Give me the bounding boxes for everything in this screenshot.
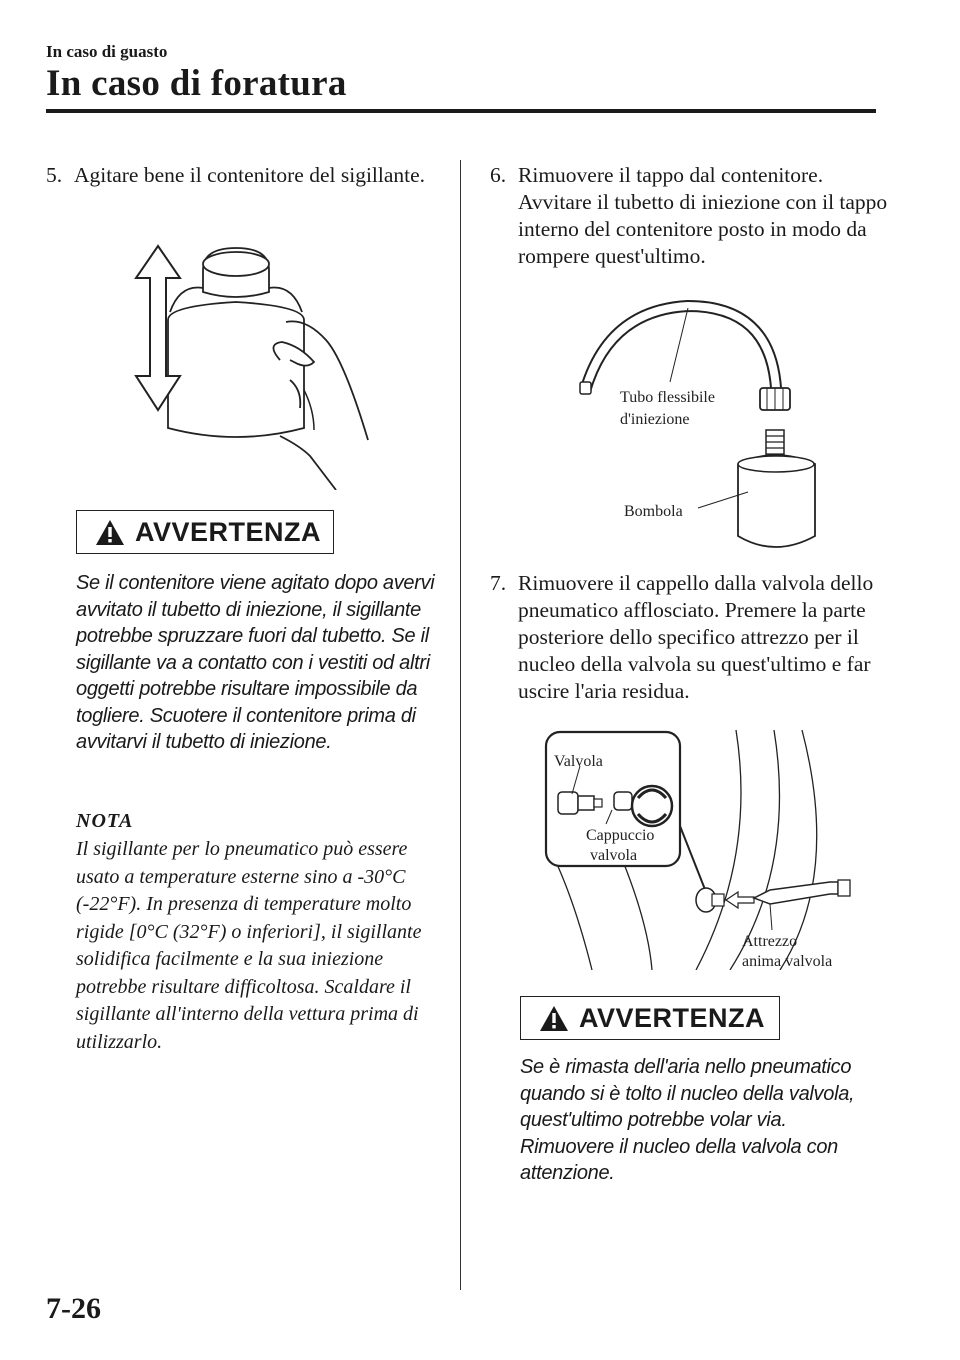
step-number: 5. [46,163,63,187]
hose-label-2: d'iniezione [620,411,690,428]
warning-label: AVVERTENZA [579,1002,766,1033]
page-title: In caso di foratura [46,63,347,104]
step-7 [490,570,890,705]
warning-text: Se il contenitore viene agitato dopo avervi avvitato il tubetto di iniezione, il sigillante potrebbe spruzzare fuori dal tubetto. Se il sigillante va a contatto con i vestiti od altri oggetti potrebbe risultare impossibile da togliere. Scuotere il contenitore prima di avvitarvi il tubetto di iniezione. [76,572,435,753]
step-6 [490,162,890,270]
step-text: Rimuovere il cappello dalla valvola dello pneumatico afflosciato. Premere la parte posteriore dello specifico attrezzo per il nucleo della valvola su quest'ultimo e far uscire l'aria residua. [518,571,874,703]
note-text: Il sigillante per lo pneumatico può essere usato a temperature esterne sino a -30°C (-22°F). In presenza di temperature molto rigide [0°C (32°F) o inferiori], il sigillante solidifica facilmente e la sua iniezione potrebbe risultare difficoltosa. Scaldare il sigillante all'interno della vettura prima di utilizzarlo. [76,838,422,1053]
warning-icon [95,519,125,546]
valve-tool-illustration [540,726,870,970]
step-number: 6. [490,163,507,187]
cap-label-2: valvola [590,847,638,864]
tool-label-2: anima valvola [742,953,833,970]
step-number: 7. [490,571,507,595]
warning-icon [539,1005,569,1032]
bottle-label: Bombola [624,503,683,520]
note-title: NOTA [76,810,134,832]
column-divider [460,160,461,1290]
shake-bottle-illustration [130,240,390,490]
header-rule [46,109,876,113]
step-text: Rimuovere il tappo dal contenitore. Avvitare il tubetto di iniezione con il tappo interno del contenitore posto in modo da rompere quest'ultimo. [518,163,888,268]
step-5 [46,162,426,189]
warning-text: Se è rimasta dell'aria nello pneumatico quando si è tolto il nucleo della valvola, quest'ultimo potrebbe volar via. Rimuovere il nucleo della valvola con attenzione. [520,1056,855,1184]
warning-box [76,510,334,554]
page-number: 7-26 [46,1292,101,1325]
step-text: Agitare bene il contenitore del sigillante. [74,163,426,187]
cap-label: Cappuccio [586,827,655,844]
warning-box [520,996,780,1040]
hose-label: Tubo flessibile [620,389,715,406]
valve-label: Valvola [554,753,603,770]
section-title: In caso di guasto [46,42,168,61]
hose-bottle-illustration [570,296,830,558]
warning-label: AVVERTENZA [135,516,322,547]
tool-label: Attrezzo [742,933,798,950]
